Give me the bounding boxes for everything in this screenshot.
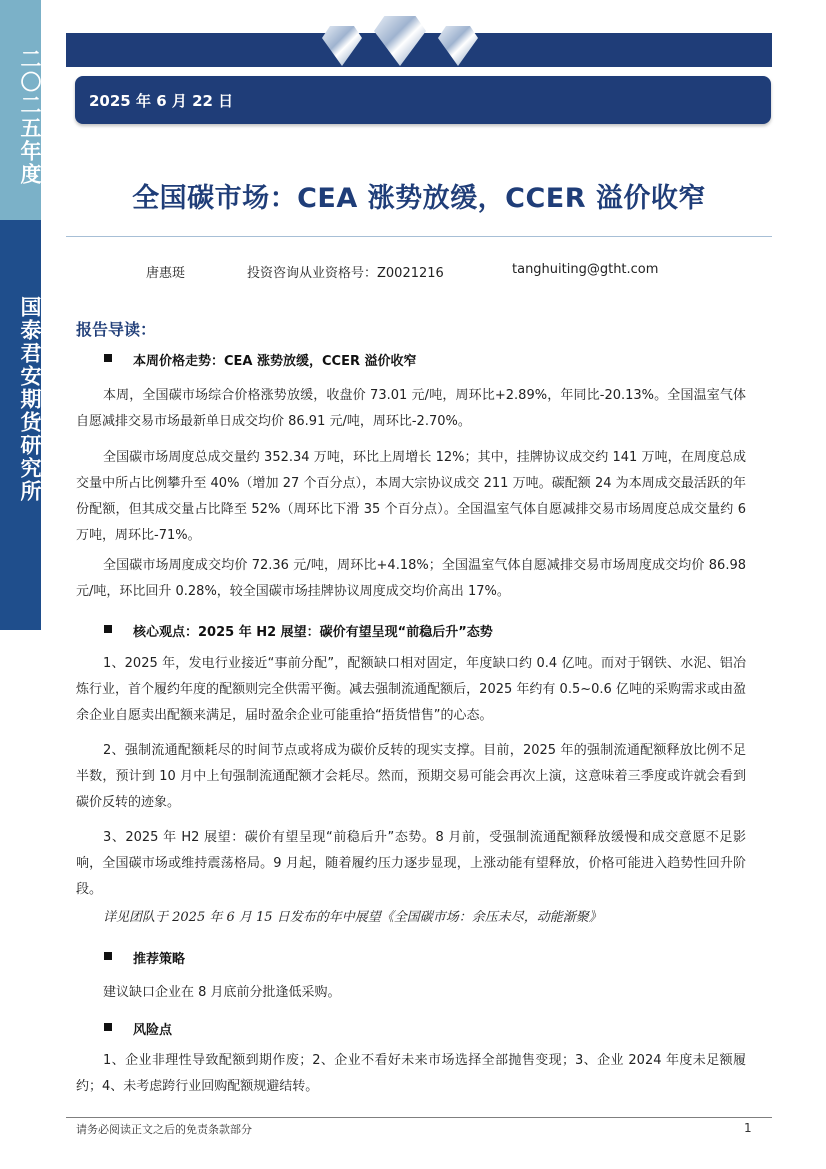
bullet-icon [104, 1023, 112, 1031]
diamond-icon [374, 16, 426, 66]
section-title-strategy: 推荐策略 [133, 952, 186, 967]
core-paragraph-1: 1、2025 年，发电行业接近“事前分配”，配额缺口相对固定，年度缺口约 0.4 亿吨。而对于钢铁、水泥、铝冶炼行业，首个履约年度的配额则完全供需平衡。减去强制流通配额后，2025 年约有 0.5~0.6 亿吨的采购需求或由盈余企业自愿卖出配额来满足，届时盈余企业可能重拾“捂货惜售”的心态。 [76, 656, 746, 723]
guide-heading: 报告导读： [76, 320, 157, 339]
diamond-logo-icon [322, 4, 478, 66]
section-title-core: 核心观点：2025 年 H2 展望：碳价有望呈现“前稳后升”态势 [133, 625, 493, 640]
section-title-risk: 风险点 [133, 1023, 173, 1038]
section-title-weekly: 本周价格走势：CEA 涨势放缓，CCER 溢价收窄 [133, 354, 417, 369]
page-number: 1 [744, 1121, 752, 1135]
author-name: 唐惠珽 [146, 266, 186, 281]
weekly-paragraph-1: 本周，全国碳市场综合价格涨势放缓，收盘价 73.01 元/吨，周环比+2.89%，年同比-20.13%。全国温室气体自愿减排交易市场最新单日成交均价 86.91 元/吨，周环比-2.70%。 [76, 388, 746, 429]
diamond-icon [322, 26, 362, 66]
year-label: 二〇二五年度 [18, 48, 43, 186]
footer-disclaimer: 请务必阅读正文之后的免责条款部分 [76, 1123, 252, 1136]
bullet-icon [104, 952, 112, 960]
bullet-icon [104, 625, 112, 633]
weekly-paragraph-2: 全国碳市场周度总成交量约 352.34 万吨，环比上周增长 12%；其中，挂牌协议成交约 141 万吨，在周度总成交量中所占比例攀升至 40%（增加 27 个百分点），本周大宗协议成交 211 万吨。碳配额 24 为本周成交最活跃的年份配额，但其成交量占比降至 52%（周环比下滑 35 个百分点）。全国温室气体自愿减排交易市场周度总成交量约 6 万吨，周环比-71%。 [76, 450, 746, 543]
footer-divider [66, 1117, 772, 1118]
core-note: 详见团队于 2025 年 6 月 15 日发布的年中展望《全国碳市场：余压未尽，动能渐聚》 [103, 910, 602, 925]
weekly-paragraph-3: 全国碳市场周度成交均价 72.36 元/吨，周环比+4.18%；全国温室气体自愿减排交易市场周度成交均价 86.98 元/吨，环比回升 0.28%，较全国碳市场挂牌协议周度成交均价高出 17%。 [76, 558, 746, 599]
org-label: 国泰君安期货研究所 [18, 296, 43, 503]
report-title: 全国碳市场：CEA 涨势放缓，CCER 溢价收窄 [132, 183, 706, 214]
title-divider [66, 236, 772, 237]
author-email: tanghuiting@gtht.com [512, 262, 659, 277]
author-license: 投资咨询从业资格号：Z0021216 [247, 266, 444, 281]
core-paragraph-3: 3、2025 年 H2 展望：碳价有望呈现“前稳后升”态势。8 月前，受强制流通配额释放缓慢和成交意愿不足影响，全国碳市场或维持震荡格局。9 月起，随着履约压力逐步显现，上涨动能有望释放，价格可能进入趋势性回升阶段。 [76, 830, 746, 897]
date-banner [75, 76, 771, 124]
risk-paragraph: 1、企业非理性导致配额到期作废；2、企业不看好未来市场选择全部抛售变现；3、企业 2024 年度未足额履约；4、未考虑跨行业回购配额规避结转。 [76, 1053, 746, 1094]
strategy-paragraph: 建议缺口企业在 8 月底前分批逢低采购。 [103, 985, 341, 1000]
bullet-icon [104, 354, 112, 362]
report-date: 2025 年 6 月 22 日 [89, 92, 234, 110]
core-paragraph-2: 2、强制流通配额耗尽的时间节点或将成为碳价反转的现实支撑。目前，2025 年的强制流通配额释放比例不足半数，预计到 10 月中上旬强制流通配额才会耗尽。然而，预期交易可能会再次上演，这意味着三季度或许就会看到碳价反转的迹象。 [76, 743, 746, 810]
diamond-icon [438, 26, 478, 66]
